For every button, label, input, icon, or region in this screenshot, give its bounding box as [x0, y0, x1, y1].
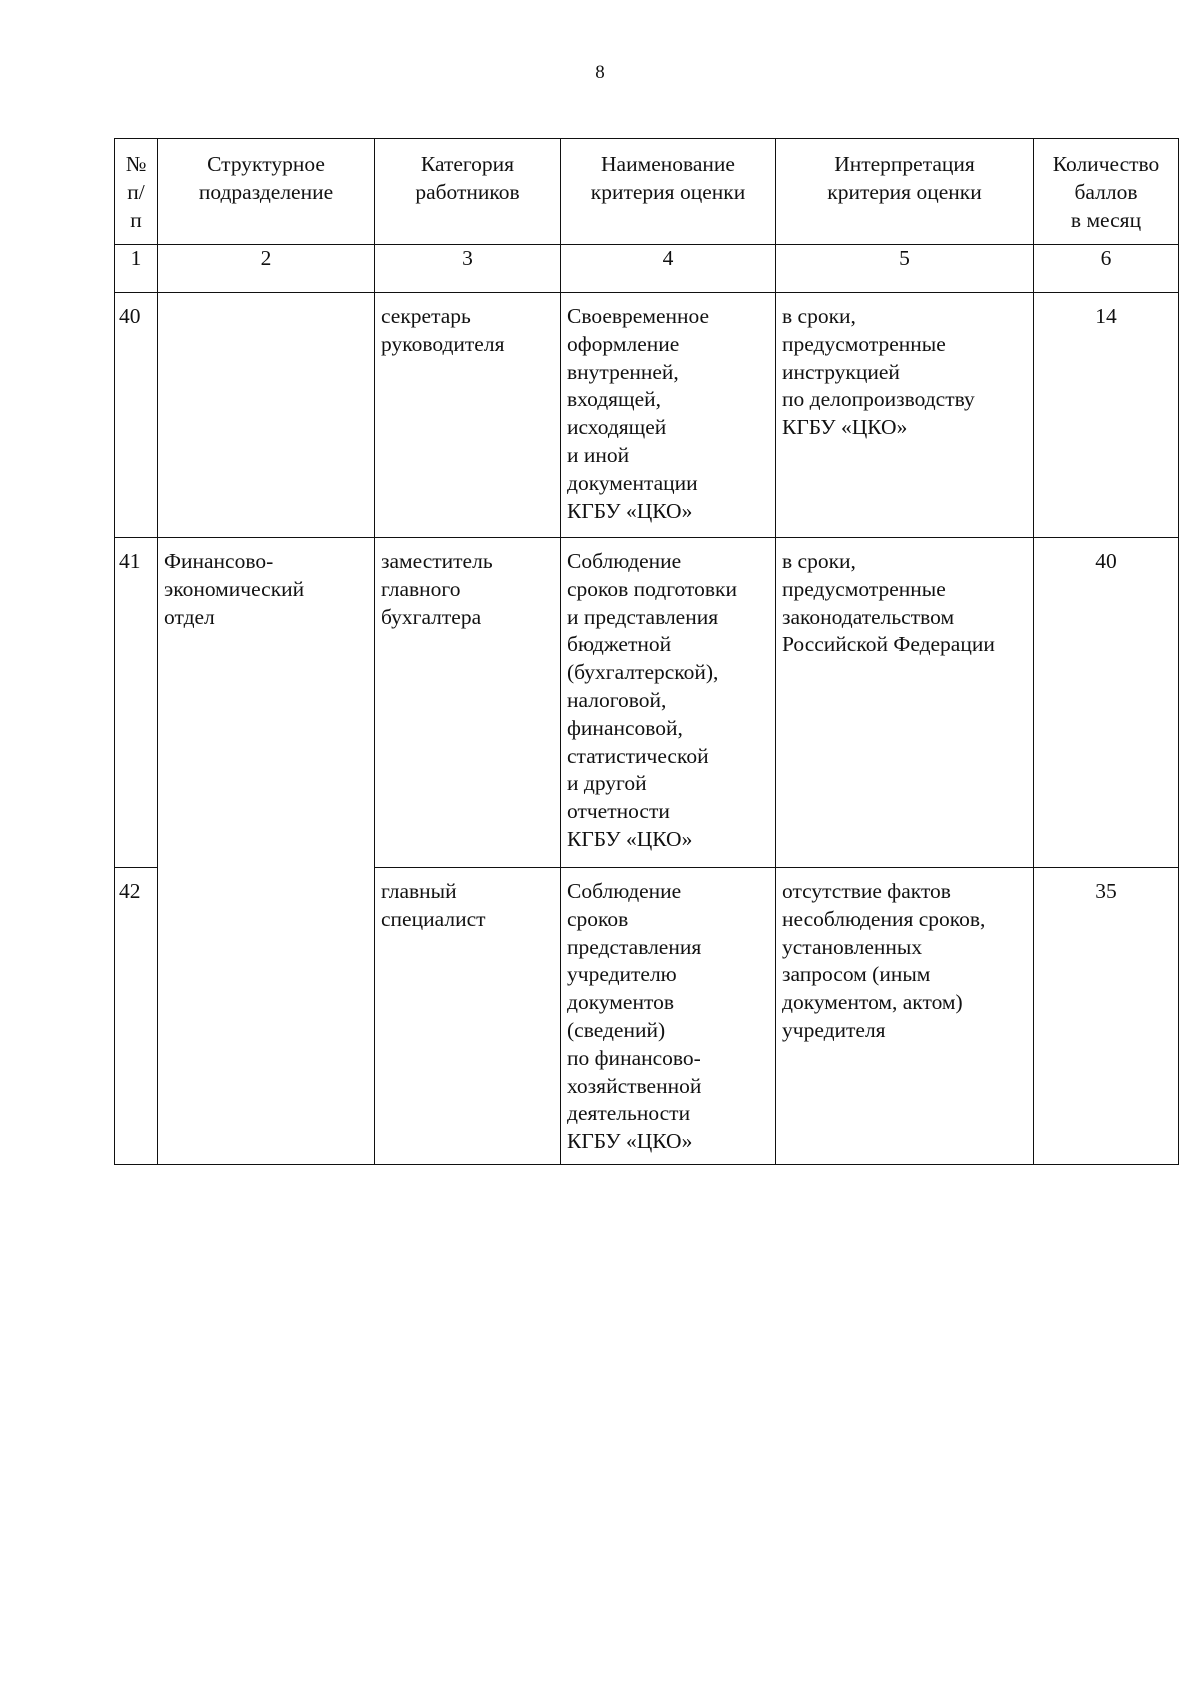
- category-cell: главный специалист: [375, 868, 561, 1165]
- table-row: [115, 293, 1179, 538]
- interpretation-cell: в сроки, предусмотренные инструкцией по делопроизводству КГБУ «ЦКО»: [776, 293, 1034, 538]
- column-number: 6: [1034, 245, 1179, 293]
- points-cell: 14: [1034, 293, 1179, 538]
- division-cell: Финансово- экономический отдел: [158, 538, 375, 1165]
- category-cell: секретарь руководителя: [375, 293, 561, 538]
- table-header-row: [115, 139, 1179, 245]
- criteria-table: [114, 138, 1179, 1165]
- division-cell: [158, 293, 375, 538]
- header-cell-criterion: Наименование критерия оценки: [561, 139, 776, 245]
- column-number: 5: [776, 245, 1034, 293]
- column-number: 3: [375, 245, 561, 293]
- category-cell: заместитель главного бухгалтера: [375, 538, 561, 868]
- column-number: 4: [561, 245, 776, 293]
- column-number: 1: [115, 245, 158, 293]
- header-cell-number: № п/ п: [115, 139, 158, 245]
- table-row: [115, 538, 1179, 868]
- header-cell-category: Категория работников: [375, 139, 561, 245]
- page-number: 8: [595, 62, 605, 83]
- row-number: 42: [115, 868, 158, 1165]
- header-cell-division: Структурное подразделение: [158, 139, 375, 245]
- interpretation-cell: отсутствие фактов несоблюдения сроков, установленных запросом (иным документом, актом) учредителя: [776, 868, 1034, 1165]
- header-cell-interpretation: Интерпретация критерия оценки: [776, 139, 1034, 245]
- header-cell-points: Количество баллов в месяц: [1034, 139, 1179, 245]
- row-number: 40: [115, 293, 158, 538]
- points-cell: 35: [1034, 868, 1179, 1165]
- criterion-cell: Соблюдение сроков подготовки и представления бюджетной (бухгалтерской), налоговой, финансовой, статистической и другой отчетности КГБУ «ЦКО»: [561, 538, 776, 868]
- column-number: 2: [158, 245, 375, 293]
- column-number-row: [115, 245, 1179, 293]
- criterion-cell: Соблюдение сроков представления учредителю документов (сведений) по финансово- хозяйственной деятельности КГБУ «ЦКО»: [561, 868, 776, 1165]
- interpretation-cell: в сроки, предусмотренные законодательством Российской Федерации: [776, 538, 1034, 868]
- criterion-cell: Своевременное оформление внутренней, входящей, исходящей и иной документации КГБУ «ЦКО»: [561, 293, 776, 538]
- points-cell: 40: [1034, 538, 1179, 868]
- row-number: 41: [115, 538, 158, 868]
